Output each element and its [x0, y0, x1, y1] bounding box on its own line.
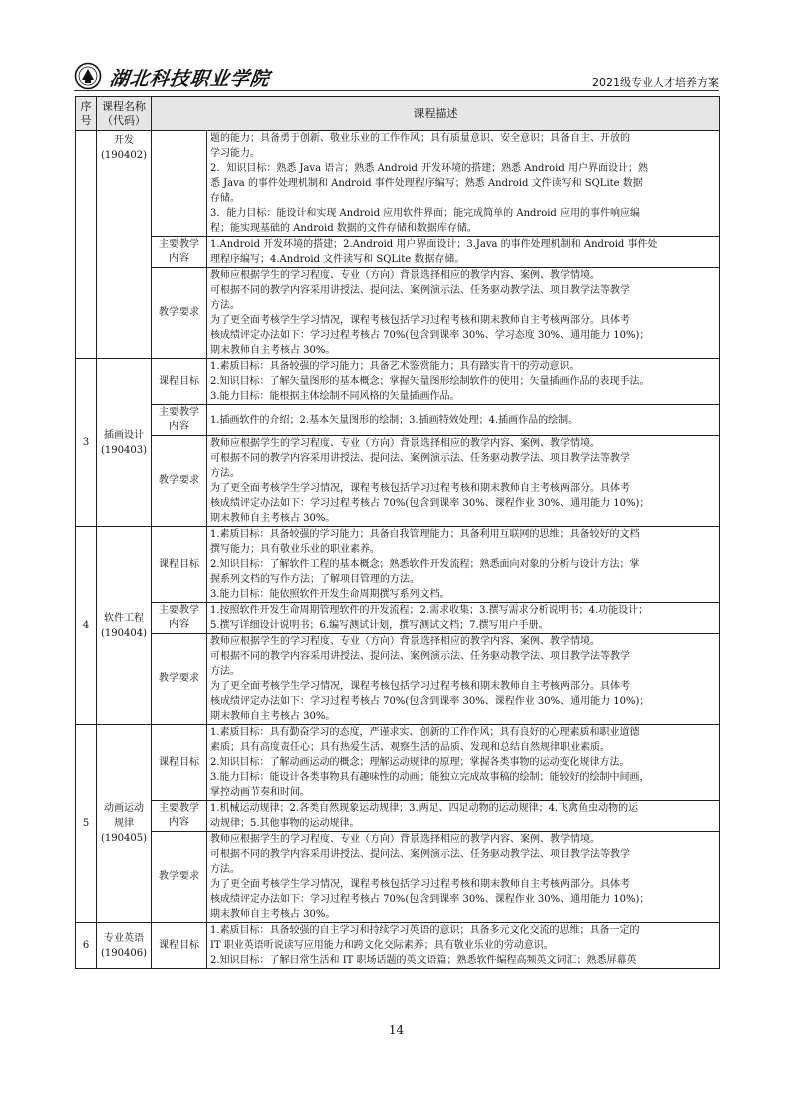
course-goal-label: 课程目标	[152, 923, 207, 969]
table-row	[76, 527, 720, 603]
header-desc: 课程描述	[152, 97, 720, 131]
course-content-label: 主要教学内容	[152, 801, 207, 832]
course-no: 3	[76, 359, 97, 527]
course-req-text: 教师应根据学生的学习程度、专业（方向）背景选择相应的教学内容、案例、教学情境。 可根据不同的教学内容采用讲授法、提问法、案例演示法、任务驱动教学法、项目教学法等教学 方法。 为了更全面考核学生学习情况，课程考核包括学习过程考核和期末教师自主考核两部分。具体考 核成绩评定办法如下：学习过程考核占 70%(包含到课率 30%、课程作业 30%、通用能力 10%)； 期末教师自主考核占 30%。	[207, 436, 720, 527]
table-row	[76, 801, 720, 832]
course-name: 插画设计 (190403)	[97, 359, 152, 527]
course-no	[76, 131, 97, 359]
course-content-text: 1.Android 开发环境的搭建；2.Android 用户界面设计；3.Java 的事件处理机制和 Android 事件处 理程序编写；4.Android 文件读写和 SQLite 数据存储。	[207, 237, 720, 268]
school-name: 湖北科技职业学院	[108, 68, 272, 90]
course-goal-text: 题的能力；具备勇于创新、敬业乐业的工作作风；具有质量意识、安全意识；具备自主、开放的 学习能力。 2．知识目标：熟悉 Java 语言；熟悉 Android 开发环境的搭建；熟悉 Android 用户界面设计；熟 悉 Java 的事件处理机制和 Android 事件处理程序编写；熟悉 Android 文件读写和 SQLite 数据 存储。 3．能力目标：能设计和实现 Android 应用软件界面；能完成简单的 Android 应用的事件响应编 程；能实现基础的 Android 数据的文件存储和数据库存储。	[207, 131, 720, 237]
course-goal-text: 1.素质目标：具备较强的学习能力；具备自我管理能力；具备利用互联网的思维；具备较好的文档 撰写能力；具有敬业乐业的职业素养。 2.知识目标：了解软件工程的基本概念；熟悉软件开发流程；熟悉面向对象的分析与设计方法；掌 握系列文档的写作方法；了解项目管理的方法。 3.能力目标：能依照软件开发生命周期撰写系列文档。	[207, 527, 720, 603]
table-row	[76, 237, 720, 268]
school-logo-icon	[74, 62, 102, 90]
table-row	[76, 725, 720, 801]
course-content-label: 主要教学内容	[152, 405, 207, 436]
course-goal-label: 课程目标	[152, 527, 207, 603]
course-goal-label: 课程目标	[152, 725, 207, 801]
course-req-text: 教师应根据学生的学习程度、专业（方向）背景选择相应的教学内容、案例、教学情境。 可根据不同的教学内容采用讲授法、提问法、案例演示法、任务驱动教学法、项目教学法等教学 方法。 为了更全面考核学生学习情况，课程考核包括学习过程考核和期末教师自主考核两部分。具体考 核成绩评定办法如下：学习过程考核占 70%(包含到课率 30%、课程作业 30%、通用能力 10%)； 期末教师自主考核占 30%。	[207, 832, 720, 923]
document-title: 2021级专业人才培养方案	[592, 76, 719, 89]
course-goal-label	[152, 131, 207, 237]
page-number: 14	[388, 1023, 405, 1037]
table-row	[76, 131, 720, 237]
table-row	[76, 268, 720, 359]
table-row	[76, 634, 720, 725]
course-goal-text: 1.素质目标：具有勤奋学习的态度，严谨求实、创新的工作作风；具有良好的心理素质和职业道德 素质；具有高度责任心；具有热爱生活、观察生活的品质、发现和总结自然规律职业素质。 2.知识目标：了解动画运动的概念；理解运动规律的原理；掌握各类事物的运动变化规律方法。 3.能力目标：能设计各类事物具有趣味性的动画；能独立完成故事稿的绘制；能较好的绘制中间画， 掌控动画节奏和时间。	[207, 725, 720, 801]
course-name: 专业英语 (190406)	[97, 923, 152, 969]
table-row	[76, 359, 720, 405]
header-no: 序号	[76, 97, 97, 131]
course-req-label: 教学要求	[152, 268, 207, 359]
course-req-label: 教学要求	[152, 436, 207, 527]
table-row	[76, 603, 720, 634]
course-goal-text: 1.素质目标：具备较强的学习能力；具备艺术鉴赏能力；具有踏实肯干的劳动意识。 2.知识目标：了解矢量图形的基本概念；掌握矢量图形绘制软件的使用；矢量插画作品的表现手法。 3.能力目标：能根据主体绘制不同风格的矢量插画作品。	[207, 359, 720, 405]
header-name: 课程名称（代码）	[97, 97, 152, 131]
course-content-text: 1.机械运动规律；2.各类自然现象运动规律；3.两足、四足动物的运动规律；4.飞禽鱼虫动物的运 动规律；5.其他事物的运动规律。	[207, 801, 720, 832]
course-req-label: 教学要求	[152, 832, 207, 923]
course-name: 动画运动 规律 (190405)	[97, 725, 152, 923]
course-no: 4	[76, 527, 97, 725]
page-header	[74, 58, 719, 92]
course-content-label: 主要教学内容	[152, 603, 207, 634]
course-req-label: 教学要求	[152, 634, 207, 725]
course-content-text: 1.按照软件开发生命周期管理软件的开发流程；2.需求收集；3.撰写需求分析说明书；4.功能设计； 5.撰写详细设计说明书；6.编写测试计划，撰写测试文档；7.撰写用户手册。	[207, 603, 720, 634]
table-row	[76, 436, 720, 527]
course-name: 软件工程 (190404)	[97, 527, 152, 725]
course-no: 6	[76, 923, 97, 969]
course-req-text: 教师应根据学生的学习程度、专业（方向）背景选择相应的教学内容、案例、教学情境。 可根据不同的教学内容采用讲授法、提问法、案例演示法、任务驱动教学法、项目教学法等教学 方法。 为了更全面考核学生学习情况，课程考核包括学习过程考核和期末教师自主考核两部分。具体考 核成绩评定办法如下：学习过程考核占 70%(包含到课率 30%、学习态度 30%、通用能力 10%)； 期末教师自主考核占 30%。	[207, 268, 720, 359]
course-content-text: 1.插画软件的介绍；2.基本矢量图形的绘制；3.插画特效处理；4.插画作品的绘制。	[207, 405, 720, 436]
table-row	[76, 923, 720, 969]
table-header-row	[76, 97, 720, 131]
course-table	[75, 96, 720, 969]
table-row	[76, 832, 720, 923]
header-divider	[74, 90, 719, 91]
table-row	[76, 405, 720, 436]
course-content-label: 主要教学内容	[152, 237, 207, 268]
course-name: 开发 (190402)	[97, 131, 152, 359]
course-req-text: 教师应根据学生的学习程度、专业（方向）背景选择相应的教学内容、案例、教学情境。 可根据不同的教学内容采用讲授法、提问法、案例演示法、任务驱动教学法、项目教学法等教学 方法。 为了更全面考核学生学习情况，课程考核包括学习过程考核和期末教师自主考核两部分。具体考 核成绩评定办法如下：学习过程考核占 70%(包含到课率 30%、课程作业 30%、通用能力 10%)； 期末教师自主考核占 30%。	[207, 634, 720, 725]
course-goal-label: 课程目标	[152, 359, 207, 405]
course-no: 5	[76, 725, 97, 923]
course-goal-text: 1.素质目标：具备较强的自主学习和持续学习英语的意识；具备多元文化交流的思维；具备一定的 IT 职业英语听说读写应用能力和跨文化交际素养；具有敬业乐业的劳动意识。 2.知识目标：了解日常生活和 IT 职场话题的英文语篇；熟悉软件编程高频英文词汇；熟悉屏幕英	[207, 923, 720, 969]
